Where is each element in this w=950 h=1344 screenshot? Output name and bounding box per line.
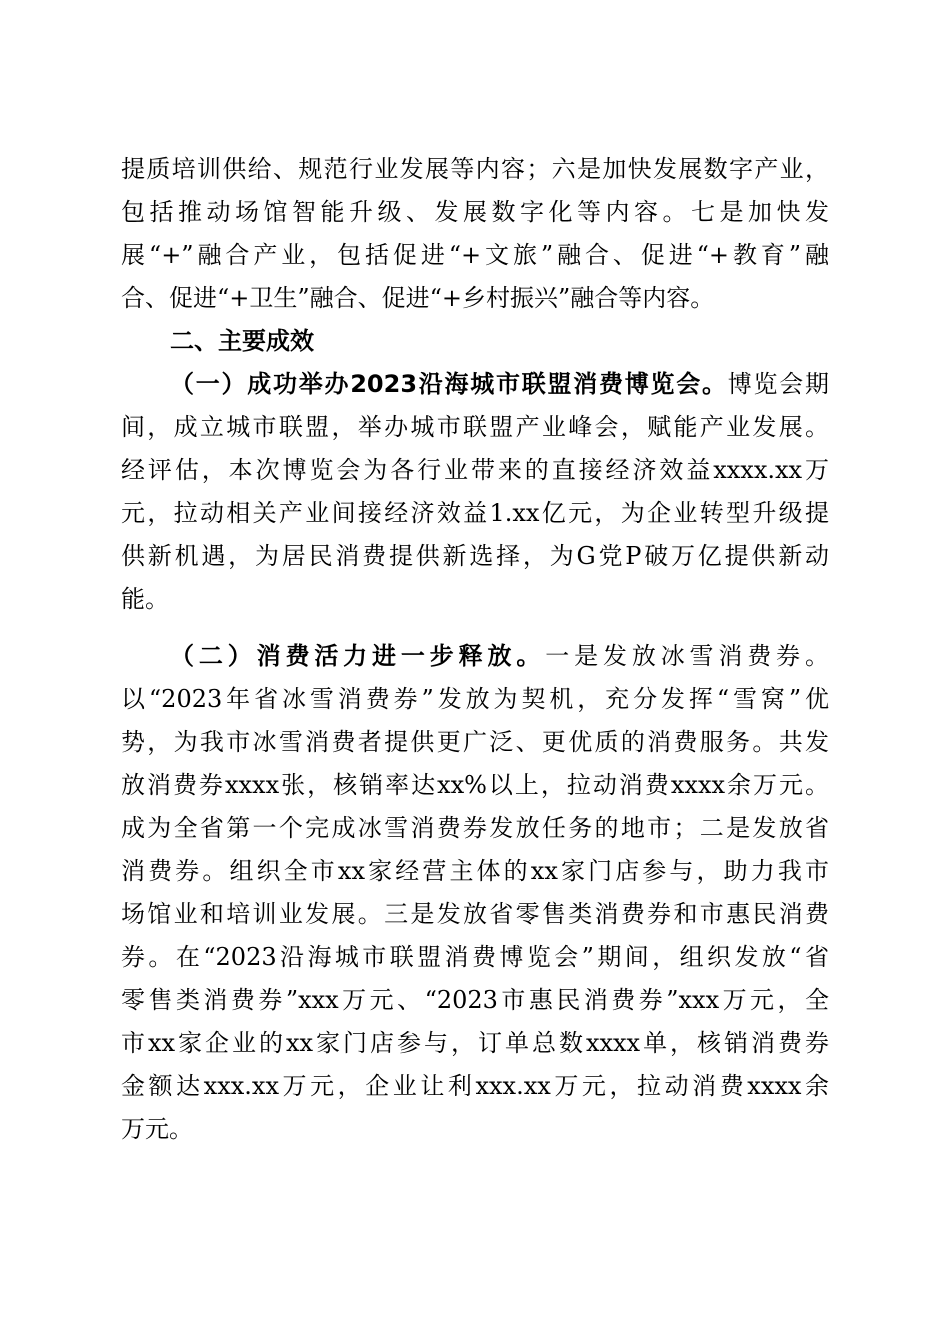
paragraph-line: 提质培训供给、规范行业发展等内容；六是加快发展数字产业， xyxy=(121,155,829,183)
paragraph-text: 一是发放冰雪消费券。 xyxy=(545,642,830,670)
paragraph-line: 势，为我市冰雪消费者提供更广泛、更优质的消费服务。共发 xyxy=(121,728,829,756)
paragraph-line: 供新机遇，为居民消费提供新选择，为G党P破万亿提供新动 xyxy=(121,542,829,570)
paragraph-line: 间，成立城市联盟，举办城市联盟产业峰会，赋能产业发展。 xyxy=(121,413,829,441)
paragraph-line: 市xx家企业的xx家门店参与，订单总数xxxx单，核销消费券 xyxy=(121,1029,829,1057)
paragraph-first-line xyxy=(170,640,829,672)
paragraph-line: 成为全省第一个完成冰雪消费券发放任务的地市；二是发放省 xyxy=(121,814,829,842)
subsection-title: （二）消费活力进一步释放。 xyxy=(170,642,546,670)
paragraph-line: 消费券。组织全市xx家经营主体的xx家门店参与，助力我市 xyxy=(121,857,829,885)
paragraph-line: 元，拉动相关产业间接经济效益1.xx亿元，为企业转型升级提 xyxy=(121,499,829,527)
paragraph-line: 能。 xyxy=(121,585,169,613)
paragraph-line: 零售类消费券”xxx万元、“2023市惠民消费券”xxx万元，全 xyxy=(121,986,829,1014)
paragraph-line: 合、促进“+卫生”融合、促进“+乡村振兴”融合等内容。 xyxy=(121,284,715,312)
paragraph-line: 包括推动场馆智能升级、发展数字化等内容。七是加快发 xyxy=(121,198,829,226)
paragraph-text: 博览会期 xyxy=(727,370,830,398)
paragraph-line: 券。在“2023沿海城市联盟消费博览会”期间，组织发放“省 xyxy=(121,943,829,971)
paragraph-line: 放消费券xxxx张，核销率达xx%以上，拉动消费xxxx余万元。 xyxy=(121,771,829,799)
paragraph-line: 展“+”融合产业，包括促进“+文旅”融合、促进“+教育”融 xyxy=(121,241,829,269)
paragraph-line: 场馆业和培训业发展。三是发放省零售类消费券和市惠民消费 xyxy=(121,900,829,928)
subsection-title: （一）成功举办2023沿海城市联盟消费博览会。 xyxy=(170,370,728,398)
paragraph-line: 以“2023年省冰雪消费券”发放为契机，充分发挥“雪窝”优 xyxy=(121,685,829,713)
paragraph-line: 经评估，本次博览会为各行业带来的直接经济效益xxxx.xx万 xyxy=(121,456,829,484)
paragraph-line: 金额达xxx.xx万元，企业让利xxx.xx万元，拉动消费xxxx余 xyxy=(121,1072,829,1100)
section-heading: 二、主要成效 xyxy=(170,327,314,355)
paragraph-first-line xyxy=(170,368,829,400)
paragraph-line: 万元。 xyxy=(121,1115,193,1143)
